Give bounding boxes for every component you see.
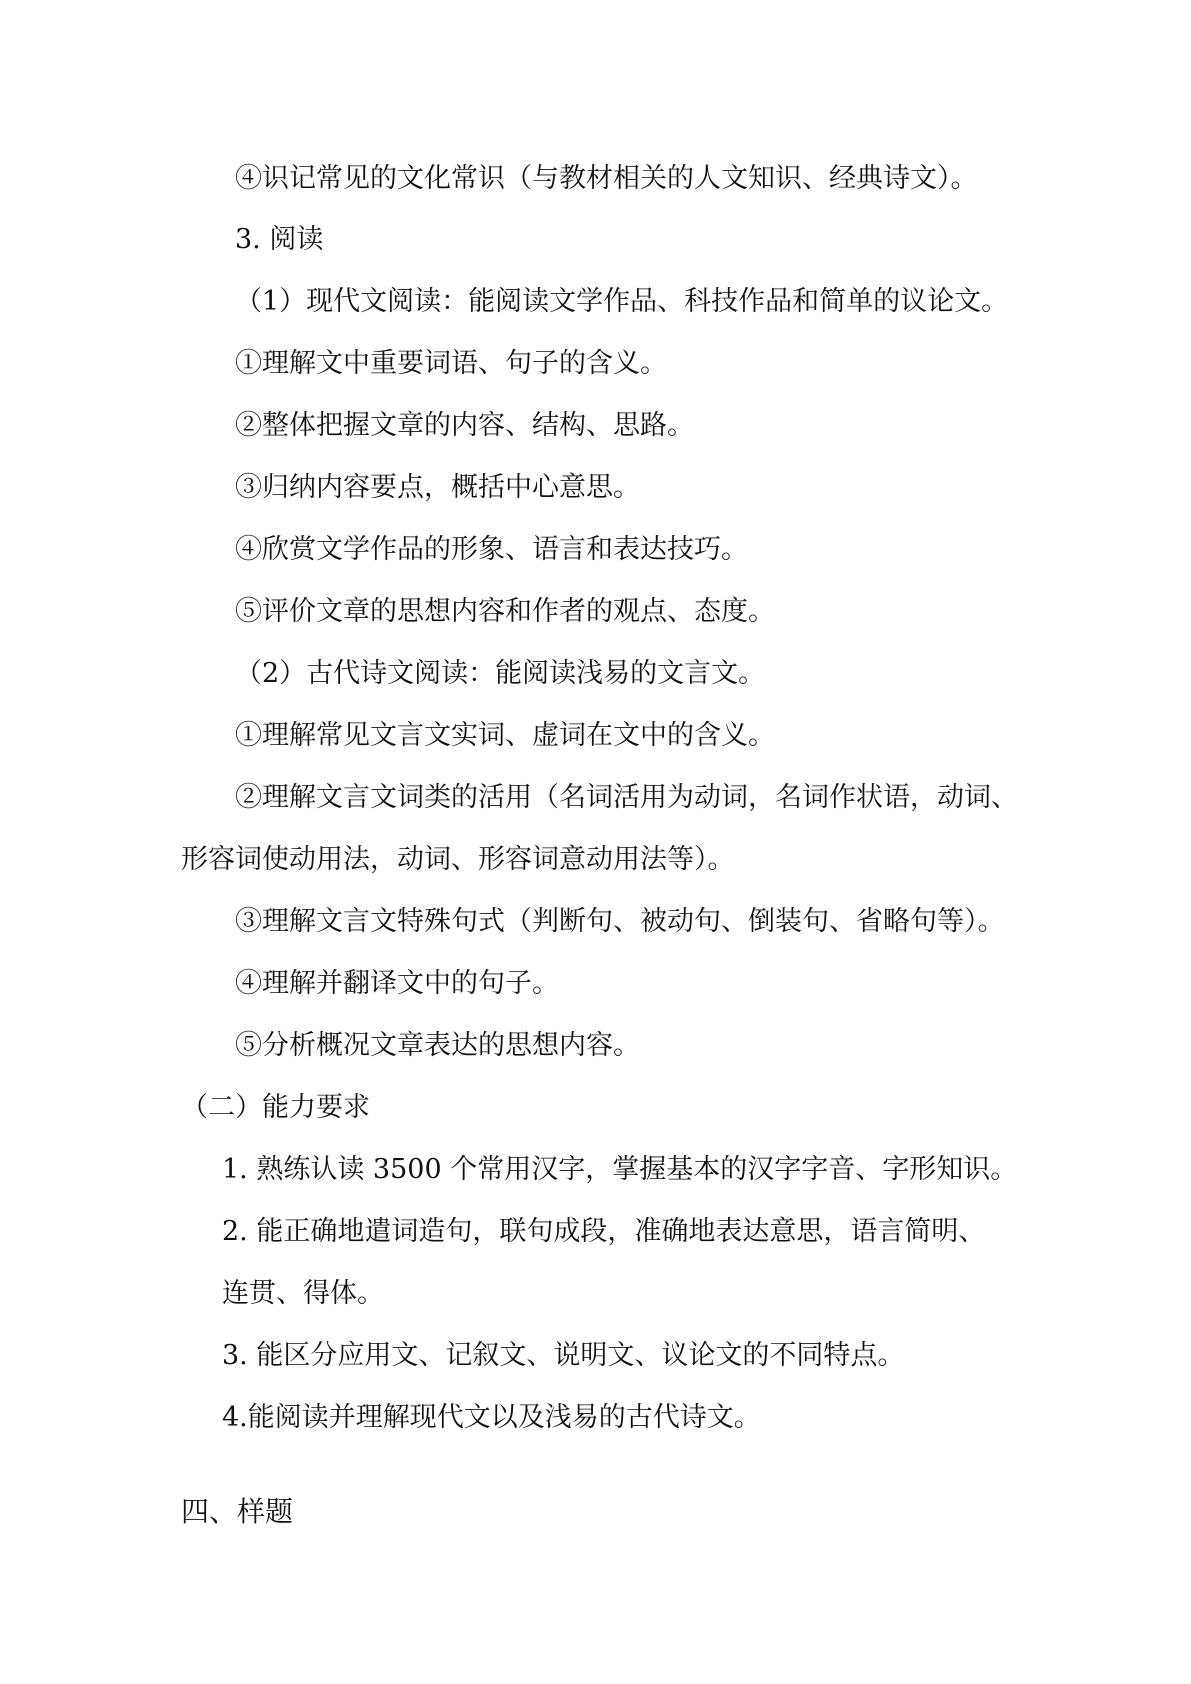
reading-heading: 3. 阅读 bbox=[235, 224, 324, 255]
classical-reading-heading: （2）古代诗文阅读：能阅读浅易的文言文。 bbox=[235, 658, 766, 689]
classical-reading-item-3: ③理解文言文特殊句式（判断句、被动句、倒装句、省略句等）。 bbox=[235, 906, 1005, 937]
ability-item-1: 1. 熟练认读 3500 个常用汉字，掌握基本的汉字字音、字形知识。 bbox=[222, 1154, 1018, 1185]
modern-reading-item-5: ⑤评价文章的思想内容和作者的观点、态度。 bbox=[235, 596, 775, 627]
classical-reading-item-1: ①理解常见文言文实词、虚词在文中的含义。 bbox=[235, 720, 775, 751]
modern-reading-item-2: ②整体把握文章的内容、结构、思路。 bbox=[235, 410, 694, 441]
culture-knowledge-item: ④识记常见的文化常识（与教材相关的人文知识、经典诗文）。 bbox=[235, 163, 978, 194]
modern-reading-heading: （1）现代文阅读：能阅读文学作品、科技作品和简单的议论文。 bbox=[235, 286, 1009, 317]
modern-reading-item-1: ①理解文中重要词语、句子的含义。 bbox=[235, 348, 667, 379]
classical-reading-item-2: ②理解文言文词类的活用（名词活用为动词，名词作状语，动词、 bbox=[235, 782, 1018, 813]
classical-reading-item-5: ⑤分析概况文章表达的思想内容。 bbox=[235, 1030, 640, 1061]
ability-requirements-heading: （二）能力要求 bbox=[181, 1092, 370, 1123]
ability-item-2: 2. 能正确地遣词造句，联句成段，准确地表达意思，语言简明、 bbox=[222, 1216, 986, 1247]
ability-item-2-continued: 连贯、得体。 bbox=[222, 1278, 384, 1309]
sample-questions-heading: 四、样题 bbox=[181, 1495, 294, 1528]
modern-reading-item-4: ④欣赏文学作品的形象、语言和表达技巧。 bbox=[235, 534, 748, 565]
ability-item-3: 3. 能区分应用文、记叙文、说明文、议论文的不同特点。 bbox=[222, 1340, 905, 1371]
ability-item-4: 4.能阅读并理解现代文以及浅易的古代诗文。 bbox=[222, 1402, 761, 1433]
modern-reading-item-3: ③归纳内容要点，概括中心意思。 bbox=[235, 472, 640, 503]
classical-reading-item-4: ④理解并翻译文中的句子。 bbox=[235, 968, 559, 999]
classical-reading-item-2-continued: 形容词使动用法，动词、形容词意动用法等）。 bbox=[181, 844, 735, 875]
